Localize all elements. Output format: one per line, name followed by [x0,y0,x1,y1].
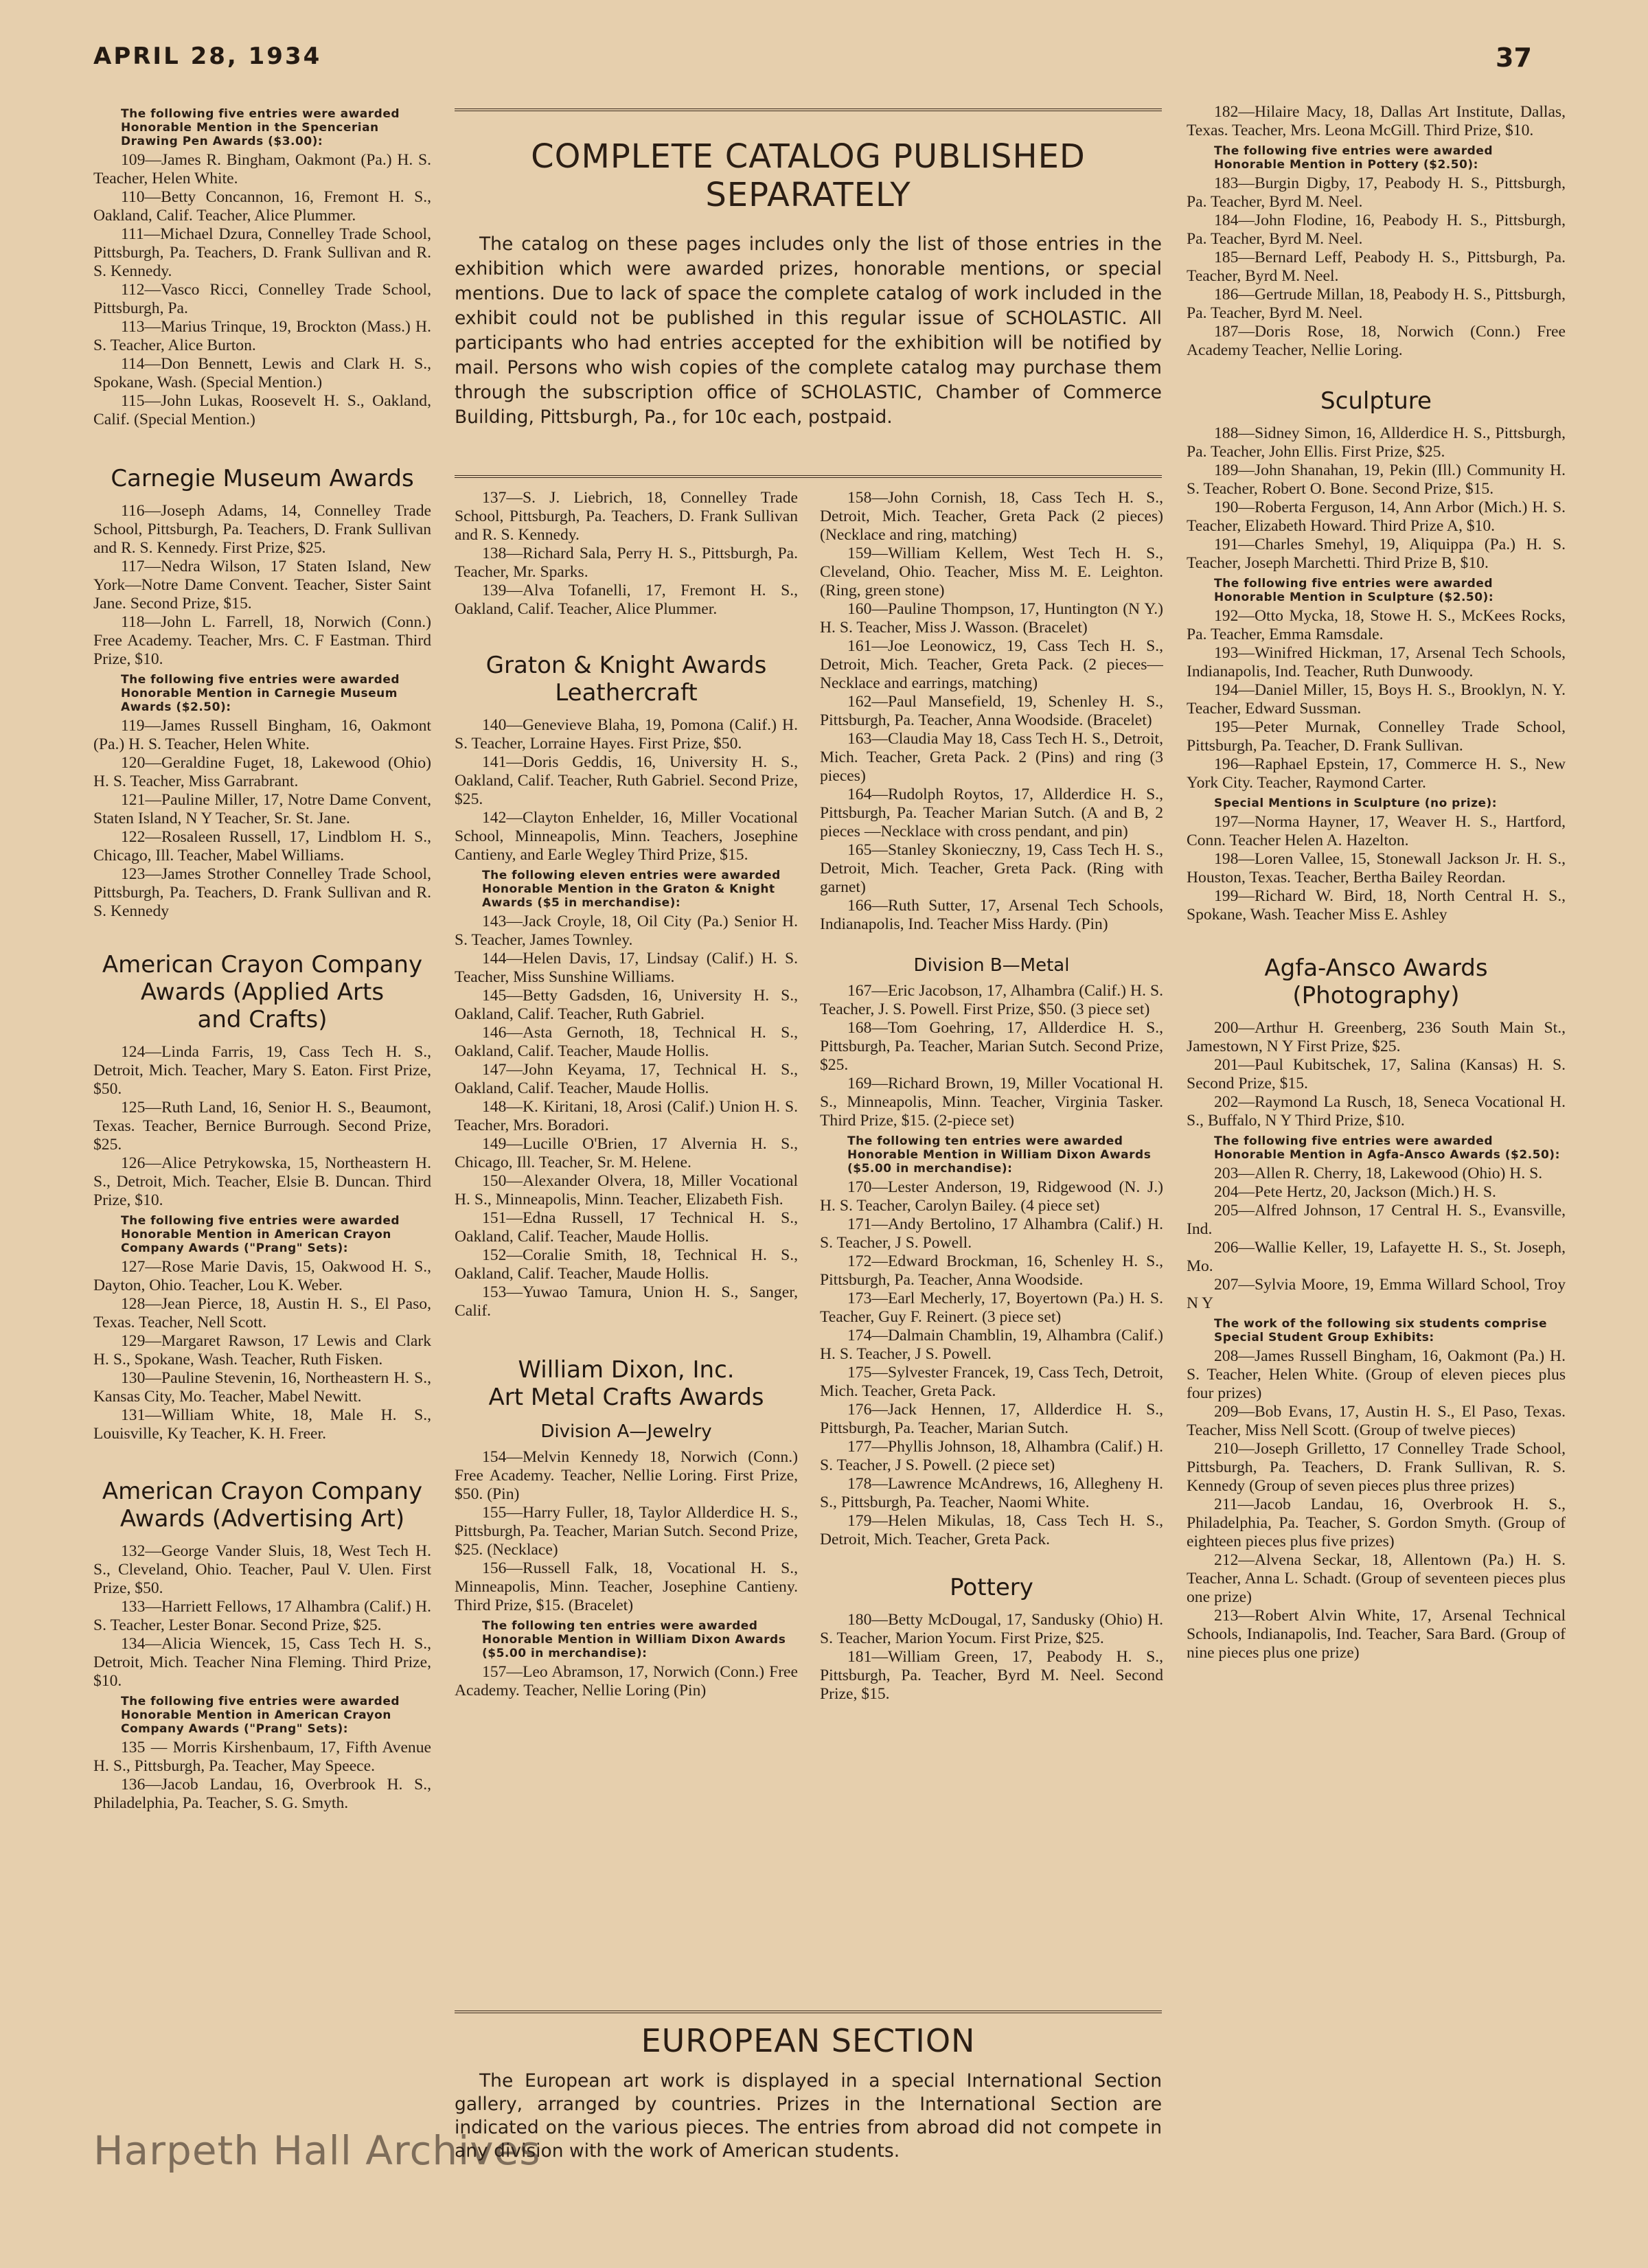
note-agfa: The following five entries were awarded Honorable Mention in Agfa-Ansco Awards ($2.50): [1214,1134,1560,1162]
section-crayon-applied-line2: Awards (Applied Arts [140,978,385,1006]
subsection-metal: Division B—Metal [913,955,1070,976]
entry-133: 133—Harriett Fellows, 17 Alhambra (Calif.) H. S. Teacher, Lester Bonar. Second Prize, $25. [93,1598,431,1634]
entry-208: 208—James Russell Bingham, 16, Oakmont (Pa.) H. S. Teacher, Helen White. (Group of eleven pieces plus four prizes) [1187,1347,1566,1402]
column-3 [820,489,1163,1965]
entry-212: 212—Alvena Seckar, 18, Allentown (Pa.) H. S. Teacher, Anna L. Schadt. (Group of seventeen pieces plus one prize) [1187,1551,1566,1606]
entry-180: 180—Betty McDougal, 17, Sandusky (Ohio) H. S. Teacher, Marion Yocum. First Prize, $25. [820,1611,1163,1647]
entry-115: 115—John Lukas, Roosevelt H. S., Oakland, Calif. (Special Mention.) [93,392,431,428]
entry-134: 134—Alicia Wiencek, 15, Cass Tech H. S., Detroit, Mich. Teacher Nina Fleming. Third Prize, $10. [93,1635,431,1690]
entry-207: 207—Sylvia Moore, 19, Emma Willard School, Troy N Y [1187,1276,1566,1312]
box-bottom-rule [455,475,1162,478]
section-graton-line1: Graton & Knight Awards [485,652,767,679]
entry-131: 131—William White, 18, Male H. S., Louisville, Ky Teacher, K. H. Freer. [93,1406,431,1443]
section-sculpture: Sculpture [1320,387,1432,415]
entry-172: 172—Edward Brockman, 16, Schenley H. S., Pittsburgh, Pa. Teacher, Anna Woodside. [820,1252,1163,1289]
note-carnegie: The following five entries were awarded Honorable Mention in Carnegie Museum Awards ($2.50): [121,673,400,714]
entry-122: 122—Rosaleen Russell, 17, Lindblom H. S., Chicago, Ill. Teacher, Mabel Williams. [93,828,431,864]
note-sculpture: The following five entries were awarded Honorable Mention in Sculpture ($2.50): [1214,577,1494,604]
entry-125: 125—Ruth Land, 16, Senior H. S., Beaumont, Texas. Teacher, Bernice Burrough. Second Prize, $25. [93,1099,431,1154]
entry-132: 132—George Vander Sluis, 18, West Tech H. S., Cleveland, Ohio. Teacher, Paul V. Ulen. First Prize, $50. [93,1542,431,1597]
entry-109: 109—James R. Bingham, Oakmont (Pa.) H. S. Teacher, Helen White. [93,151,431,187]
entry-143: 143—Jack Croyle, 18, Oil City (Pa.) Senior H. S. Teacher, James Townley. [455,913,798,949]
entry-197: 197—Norma Hayner, 17, Weaver H. S., Hartford, Conn. Teacher Helen A. Hazelton. [1187,813,1566,849]
note-special-mentions: Special Mentions in Sculpture (no prize): [1214,797,1498,810]
entry-160: 160—Pauline Thompson, 17, Huntington (N Y.) H. S. Teacher, Miss J. Wasson. (Bracelet) [820,600,1163,637]
entry-198: 198—Loren Vallee, 15, Stonewall Jackson Jr. H. S., Houston, Texas. Teacher, Bertha Bailey Reordan. [1187,850,1566,886]
entry-189: 189—John Shanahan, 19, Pekin (Ill.) Community H. S. Teacher, Robert O. Bone. Second Prize, $15. [1187,461,1566,498]
entry-162: 162—Paul Mansefield, 19, Schenley H. S., Pittsburgh, Pa. Teacher, Anna Woodside. (Bracelet) [820,693,1163,729]
entry-165: 165—Stanley Skonieczny, 19, Cass Tech H. S., Detroit, Mich. Teacher, Greta Pack. (Ring with garnet) [820,841,1163,896]
entry-129: 129—Margaret Rawson, 17 Lewis and Clark H. S., Spokane, Wash. Teacher, Ruth Fisken. [93,1332,431,1368]
entry-121: 121—Pauline Miller, 17, Notre Dame Convent, Staten Island, N Y Teacher, Sr. St. Jane. [93,791,431,827]
note-pottery: The following five entries were awarded Honorable Mention in Pottery ($2.50): [1214,144,1494,172]
entry-175: 175—Sylvester Francek, 19, Cass Tech, Detroit, Mich. Teacher, Greta Pack. [820,1364,1163,1400]
entry-111: 111—Michael Dzura, Connelley Trade School, Pittsburgh, Pa. Teachers, D. Frank Sullivan and R. S. Kennedy. [93,225,431,280]
entry-174: 174—Dalmain Chamblin, 19, Alhambra (Calif.) H. S. Teacher, J S. Powell. [820,1327,1163,1363]
entry-195: 195—Peter Murnak, Connelley Trade School, Pittsburgh, Pa. Teacher, D. Frank Sullivan. [1187,718,1566,755]
entry-182: 182—Hilaire Macy, 18, Dallas Art Institute, Dallas, Texas. Teacher, Mrs. Leona McGill. Third Prize, $10. [1187,103,1566,139]
section-crayon-applied-line1: American Crayon Company [102,951,423,978]
entry-156: 156—Russell Falk, 18, Vocational H. S., Minneapolis, Minn. Teacher, Josephine Cantieny. Third Prize, $15. (Bracelet) [455,1559,798,1614]
note-graton: The following eleven entries were awarded Honorable Mention in the Graton & Knight Awards ($5 in merchandise): [482,869,781,910]
note-dixon-jewelry: The following ten entries were awarded Honorable Mention in William Dixon Awards ($5.00 in merchandise): [482,1619,786,1660]
subsection-jewelry: Division A—Jewelry [540,1421,712,1442]
entry-161: 161—Joe Leonowicz, 19, Cass Tech H. S., Detroit, Mich. Teacher, Greta Pack. (2 pieces—Necklace and earrings, matching) [820,637,1163,692]
entry-196: 196—Raphael Epstein, 17, Commerce H. S., New York City. Teacher, Raymond Carter. [1187,755,1566,792]
entry-119: 119—James Russell Bingham, 16, Oakmont (Pa.) H. S. Teacher, Helen White. [93,717,431,753]
entry-124: 124—Linda Farris, 19, Cass Tech H. S., Detroit, Mich. Teacher, Mary S. Eaton. First Prize, $50. [93,1043,431,1098]
column-1 [93,103,431,2177]
entry-190: 190—Roberta Ferguson, 14, Ann Arbor (Mich.) H. S. Teacher, Elizabeth Howard. Third Prize A, $10. [1187,499,1566,535]
catalog-notice [455,137,1162,430]
entry-167: 167—Eric Jacobson, 17, Alhambra (Calif.) H. S. Teacher, J. S. Powell. First Prize, $50. (3 piece set) [820,982,1163,1018]
entry-169: 169—Richard Brown, 19, Miller Vocational H. S., Minneapolis, Minn. Teacher, Virginia Tasker. Third Prize, $15. (2-piece set) [820,1075,1163,1130]
note-group-exhibits: The work of the following six students comprise Special Student Group Exhibits: [1214,1317,1548,1344]
section-crayon-adv-line1: American Crayon Company [102,1478,423,1505]
entry-204: 204—Pete Hertz, 20, Jackson (Mich.) H. S. [1214,1183,1496,1201]
entry-141: 141—Doris Geddis, 16, University H. S., Oakland, Calif. Teacher, Ruth Gabriel. Second Prize, $25. [455,753,798,808]
entry-154: 154—Melvin Kennedy 18, Norwich (Conn.) Free Academy. Teacher, Nellie Loring. First Prize, $50. (Pin) [455,1448,798,1503]
entry-128: 128—Jean Pierce, 18, Austin H. S., El Paso, Texas. Teacher, Nell Scott. [93,1295,431,1331]
column-2 [455,489,798,1965]
entry-123: 123—James Strother Connelley Trade School, Pittsburgh, Pa. Teachers, D. Frank Sullivan and R. S. Kennedy [93,865,431,920]
entry-166: 166—Ruth Sutter, 17, Arsenal Tech Schools, Indianapolis, Ind. Teacher Miss Hardy. (Pin) [820,897,1163,933]
entry-201: 201—Paul Kubitschek, 17, Salina (Kansas) H. S. Second Prize, $15. [1187,1056,1566,1092]
section-crayon-adv-line2: Awards (Advertising Art) [119,1505,405,1533]
entry-140: 140—Genevieve Blaha, 19, Pomona (Calif.) H. S. Teacher, Lorraine Hayes. First Prize, $50. [455,716,798,753]
box-top-rule [455,108,1162,111]
entry-210: 210—Joseph Grilletto, 17 Connelley Trade School, Pittsburgh, Pa. Teachers, D. Frank Sullivan, R. S. Kennedy (Group of seven pieces plus three prizes) [1187,1440,1566,1495]
entry-206: 206—Wallie Keller, 19, Lafayette H. S., St. Joseph, Mo. [1187,1239,1566,1275]
entry-211: 211—Jacob Landau, 16, Overbrook H. S., Philadelphia, Pa. Teacher, S. Gordon Smyth. (Group of eighteen pieces plus five prizes) [1187,1496,1566,1550]
entry-193: 193—Winifred Hickman, 17, Arsenal Tech Schools, Indianapolis, Ind. Teacher, Ruth Dunwoody. [1187,644,1566,680]
european-text: The European art work is displayed in a special International Section gallery, arranged by countries. Prizes in the International Section are indicated on the various pieces. The entries from abroad did not compete in any division with the work of American students. [455,2070,1162,2162]
entry-192: 192—Otto Mycka, 18, Stowe H. S., McKees Rocks, Pa. Teacher, Emma Ramsdale. [1187,607,1566,643]
entry-137: 137—S. J. Liebrich, 18, Connelley Trade School, Pittsburgh, Pa. Teachers, D. Frank Sullivan and R. S. Kennedy. [455,489,798,544]
entry-200: 200—Arthur H. Greenberg, 236 South Main St., Jamestown, N Y First Prize, $25. [1187,1019,1566,1055]
section-dixon-line1: William Dixon, Inc. [518,1356,735,1384]
section-graton-line2: Leathercraft [555,679,698,707]
entry-186: 186—Gertrude Millan, 18, Peabody H. S., Pittsburgh, Pa. Teacher, Byrd M. Neel. [1187,286,1566,322]
entry-179: 179—Helen Mikulas, 18, Cass Tech H. S., Detroit, Mich. Teacher, Greta Pack. [820,1512,1163,1548]
entry-203: 203—Allen R. Cherry, 18, Lakewood (Ohio) H. S. [1214,1165,1543,1182]
entry-136: 136—Jacob Landau, 16, Overbrook H. S., Philadelphia, Pa. Teacher, S. G. Smyth. [93,1776,431,1812]
european-top-rule [455,2011,1162,2013]
entry-194: 194—Daniel Miller, 15, Boys H. S., Brooklyn, N. Y. Teacher, Edward Sussman. [1187,681,1566,718]
column-4 [1187,103,1566,2225]
note-crayon-advertising: The following five entries were awarded Honorable Mention in American Crayon Company Awards ("Prang" Sets): [121,1695,400,1736]
entry-148: 148—K. Kiritani, 18, Arosi (Calif.) Union H. S. Teacher, Mrs. Boradori. [455,1098,798,1134]
catalog-title-line2: SEPARATELY [705,176,911,214]
entry-159: 159—William Kellem, West Tech H. S., Cleveland, Ohio. Teacher, Miss M. E. Leighton. (Ring, green stone) [820,545,1163,599]
entry-209: 209—Bob Evans, 17, Austin H. S., El Paso, Texas. Teacher, Miss Nell Scott. (Group of twelve pieces) [1187,1403,1566,1439]
entry-151: 151—Edna Russell, 17 Technical H. S., Oakland, Calif. Teacher, Maude Hollis. [455,1209,798,1246]
section-crayon-advertising [93,1478,431,1533]
entry-184: 184—John Flodine, 16, Peabody H. S., Pittsburgh, Pa. Teacher, Byrd M. Neel. [1187,211,1566,248]
entry-205: 205—Alfred Johnson, 17 Central H. S., Evansville, Ind. [1187,1202,1566,1238]
entry-153: 153—Yuwao Tamura, Union H. S., Sanger, Calif. [455,1283,798,1320]
note-spencerian: The following five entries were awarded Honorable Mention in the Spencerian Drawing Pen Awards ($3.00): [121,107,400,148]
entry-126: 126—Alice Petrykowska, 15, Northeastern H. S., Detroit, Mich. Teacher, Elsie B. Duncan. Third Prize, $10. [93,1154,431,1209]
section-carnegie-museum-awards: Carnegie Museum Awards [111,465,414,492]
note-dixon-metal: The following ten entries were awarded Honorable Mention in William Dixon Awards ($5.00 in merchandise): [847,1134,1152,1176]
entry-173: 173—Earl Mecherly, 17, Boyertown (Pa.) H. S. Teacher, Guy F. Reinert. (3 piece set) [820,1290,1163,1326]
section-agfa-line1: Agfa-Ansco Awards [1264,954,1488,982]
entry-170: 170—Lester Anderson, 19, Ridgewood (N. J.) H. S. Teacher, Carolyn Bailey. (4 piece set) [820,1178,1163,1215]
entry-145: 145—Betty Gadsden, 16, University H. S., Oakland, Calif. Teacher, Ruth Gabriel. [455,987,798,1023]
catalog-notice-text: The catalog on these pages includes only the list of those entries in the exhibition which were awarded prizes, honorable mentions, or special mentions. Due to lack of space the complete catalog of work included in the exhibit could not be published in this regular issue of SCHOLASTIC. All participants who had entries accepted for the exhibition will be notified by mail. Persons who wish copies of the complete catalog may purchase them through the subscription office of SCHOLASTIC, Chamber of Commerce Building, Pittsburgh, Pa., for 10c each, postpaid. [455,233,1162,428]
entry-112: 112—Vasco Ricci, Connelley Trade School, Pittsburgh, Pa. [93,281,431,317]
section-agfa-line2: (Photography) [1292,982,1460,1009]
section-dixon-line2: Art Metal Crafts Awards [488,1384,764,1411]
entry-188: 188—Sidney Simon, 16, Allderdice H. S., Pittsburgh, Pa. Teacher, John Ellis. First Prize, $25. [1187,424,1566,461]
entry-146: 146—Asta Gernoth, 18, Technical H. S., Oakland, Calif. Teacher, Maude Hollis. [455,1024,798,1060]
entry-213: 213—Robert Alvin White, 17, Arsenal Technical Schools, Indianapolis, Ind. Teacher, Sara Bard. (Group of nine pieces plus one prize) [1187,1607,1566,1662]
section-william-dixon [455,1356,798,1411]
section-agfa-ansco [1187,954,1566,1009]
catalog-title-line1: COMPLETE CATALOG PUBLISHED [531,137,1086,176]
entry-139: 139—Alva Tofanelli, 17, Fremont H. S., Oakland, Calif. Teacher, Alice Plummer. [455,582,798,618]
entry-158: 158—John Cornish, 18, Cass Tech H. S., Detroit, Mich. Teacher, Greta Pack (2 pieces) (Necklace and ring, matching) [820,489,1163,544]
entry-183: 183—Burgin Digby, 17, Peabody H. S., Pittsburgh, Pa. Teacher, Byrd M. Neel. [1187,174,1566,211]
entry-127: 127—Rose Marie Davis, 15, Oakwood H. S., Dayton, Ohio. Teacher, Lou K. Weber. [93,1258,431,1294]
section-graton-knight [455,652,798,707]
section-crayon-applied-line3: and Crafts) [197,1006,328,1033]
archive-watermark: Harpeth Hall Archives [93,2127,541,2174]
entry-114: 114—Don Bennett, Lewis and Clark H. S., Spokane, Wash. (Special Mention.) [93,355,431,391]
entry-202: 202—Raymond La Rusch, 18, Seneca Vocational H. S., Buffalo, N Y Third Prize, $10. [1187,1093,1566,1130]
entry-185: 185—Bernard Leff, Peabody H. S., Pittsburgh, Pa. Teacher, Byrd M. Neel. [1187,249,1566,285]
page-number: 37 [1496,43,1532,73]
entry-150: 150—Alexander Olvera, 18, Miller Vocational H. S., Minneapolis, Minn. Teacher, Elizabeth Fish. [455,1172,798,1209]
entry-187: 187—Doris Rose, 18, Norwich (Conn.) Free Academy Teacher, Nellie Loring. [1187,323,1566,359]
entry-138: 138—Richard Sala, Perry H. S., Pittsburgh, Pa. Teacher, Mr. Sparks. [455,545,798,581]
entry-157: 157—Leo Abramson, 17, Norwich (Conn.) Free Academy. Teacher, Nellie Loring (Pin) [455,1663,798,1699]
entry-116: 116—Joseph Adams, 14, Connelley Trade School, Pittsburgh, Pa. Teachers, D. Frank Sullivan and R. S. Kennedy. First Prize, $25. [93,502,431,557]
european-title: EUROPEAN SECTION [641,2022,976,2059]
entry-177: 177—Phyllis Johnson, 18, Alhambra (Calif.) H. S. Teacher, J S. Powell. (2 piece set) [820,1438,1163,1474]
entry-155: 155—Harry Fuller, 18, Taylor Allderdice H. S., Pittsburgh, Pa. Teacher, Marian Sutch. Second Prize, $25. (Necklace) [455,1504,798,1559]
entry-144: 144—Helen Davis, 17, Lindsay (Calif.) H. S. Teacher, Miss Sunshine Williams. [455,950,798,986]
entry-152: 152—Coralie Smith, 18, Technical H. S., Oakland, Calif. Teacher, Maude Hollis. [455,1246,798,1283]
entry-181: 181—William Green, 17, Peabody H. S., Pittsburgh, Pa. Teacher, Byrd M. Neel. Second Prize, $15. [820,1648,1163,1703]
entry-117: 117—Nedra Wilson, 17 Staten Island, New York—Notre Dame Convent. Teacher, Sister Saint Jane. Second Prize, $15. [93,558,431,612]
entry-110: 110—Betty Concannon, 16, Fremont H. S., Oakland, Calif. Teacher, Alice Plummer. [93,188,431,225]
note-crayon-applied: The following five entries were awarded Honorable Mention in American Crayon Company Awards ("Prang" Sets): [121,1214,400,1255]
issue-date: APRIL 28, 1934 [93,43,322,70]
entry-199: 199—Richard W. Bird, 18, North Central H. S., Spokane, Wash. Teacher Miss E. Ashley [1187,887,1566,924]
entry-164: 164—Rudolph Roytos, 17, Allderdice H. S., Pittsburgh, Pa. Teacher Marian Sutch. (A and B, 2 pieces —Necklace with cross pendant, and pin) [820,786,1163,840]
entry-130: 130—Pauline Stevenin, 16, Northeastern H. S., Kansas City, Mo. Teacher, Mabel Newitt. [93,1369,431,1406]
entry-191: 191—Charles Smehyl, 19, Aliquippa (Pa.) H. S. Teacher, Joseph Marchetti. Third Prize B, $10. [1187,536,1566,572]
european-section [455,2021,1162,2163]
section-pottery: Pottery [950,1574,1033,1601]
section-crayon-applied-arts [93,951,431,1033]
entry-176: 176—Jack Hennen, 17, Allderdice H. S., Pittsburgh, Pa. Teacher, Marian Sutch. [820,1401,1163,1437]
entry-147: 147—John Keyama, 17, Technical H. S., Oakland, Calif. Teacher, Maude Hollis. [455,1061,798,1097]
entry-171: 171—Andy Bertolino, 17 Alhambra (Calif.) H. S. Teacher, J S. Powell. [820,1215,1163,1252]
entry-142: 142—Clayton Enhelder, 16, Miller Vocational School, Minneapolis, Minn. Teachers, Josephine Cantieny, and Earle Wegley Third Prize, $15. [455,809,798,864]
entry-120: 120—Geraldine Fuget, 18, Lakewood (Ohio) H. S. Teacher, Miss Garrabrant. [93,754,431,790]
entry-149: 149—Lucille O'Brien, 17 Alvernia H. S., Chicago, Ill. Teacher, Sr. M. Helene. [455,1135,798,1171]
entry-113: 113—Marius Trinque, 19, Brockton (Mass.) H. S. Teacher, Alice Burton. [93,318,431,354]
entry-178: 178—Lawrence McAndrews, 16, Allegheny H. S., Pittsburgh, Pa. Teacher, Naomi White. [820,1475,1163,1511]
entry-135: 135 — Morris Kirshenbaum, 17, Fifth Avenue H. S., Pittsburgh, Pa. Teacher, May Speece. [93,1739,431,1775]
entry-168: 168—Tom Goehring, 17, Allderdice H. S., Pittsburgh, Pa. Teacher, Marian Sutch. Second Prize, $25. [820,1019,1163,1074]
entry-163: 163—Claudia May 18, Cass Tech H. S., Detroit, Mich. Teacher, Greta Pack. 2 (Pins) and ring (3 pieces) [820,730,1163,785]
entry-118: 118—John L. Farrell, 18, Norwich (Conn.) Free Academy. Teacher, Mrs. C. F Eastman. Third Prize, $10. [93,613,431,668]
